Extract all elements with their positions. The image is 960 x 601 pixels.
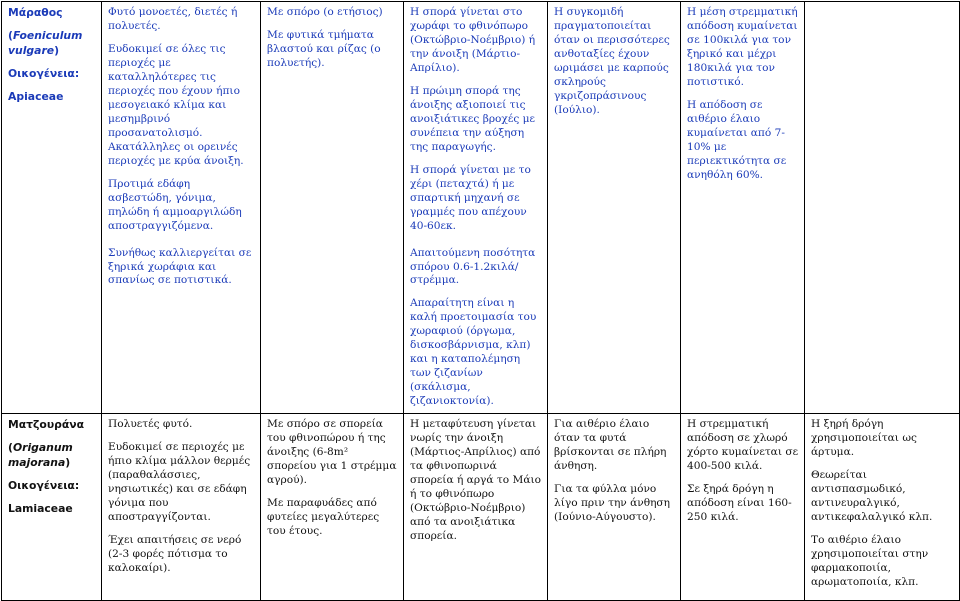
yield-cell [681,2,805,414]
yield-cell [681,414,805,601]
sowing-text: Απαιτούμενη ποσότητα σπόρου 0.6-1.2κιλά/στρέμμα. [410,246,536,287]
table-row [2,2,960,414]
table-row [2,414,960,601]
herb-cultivation-table [1,1,960,601]
sowing-text: Η σπορά γίνεται στο χωράφι το φθινόπωρο (Οκτώβριο-Νοέμβριο) ή την άνοιξη (Μάρτιο-Απρίλιο). [410,6,536,74]
plant-name-cell [2,2,102,414]
uses-text: Το αιθέριο έλαιο χρησιμοποιείται στην φαρμακοποιία, αρωματοποιία, κλπ. [811,533,929,588]
propagation-cell [261,414,404,601]
description-text: Φυτό μονοετές, διετές ή πολυετές. [108,6,238,32]
family-name: Lamiaceae [8,502,73,516]
uses-text: Η ξηρή δρόγη χρησιμοποιείται ως άρτυμα. [811,418,917,459]
yield-text: Η απόδοση σε αιθέριο έλαιο κυμαίνεται από 7-10% με περιεκτικότητα σε ανηθόλη 60%. [687,98,787,181]
harvest-cell [548,414,681,601]
description-text: Ευδοκιμεί σε περιοχές με ήπιο κλίμα μάλλον θερμές (παραθαλάσσιες, νησιωτικές) και σε εδάφη γόνιμα που αποστραγγίζονται. [108,441,251,523]
harvest-text: Η συγκομιδή πραγματοποιείται όταν οι περισσότερες ανθοταξίες έχουν ωριμάσει με καρπούς σκληρούς γκριζοπράσινους (Ιούλιο). [554,6,670,116]
harvest-text: Για τα φύλλα μόνο λίγο πριν την άνθηση (Ιούνιο-Αύγουστο). [554,483,671,523]
plant-name: Μάραθος [8,6,63,19]
uses-cell [805,414,960,601]
sowing-text: Απαραίτητη είναι η καλή προετοιμασία του χωραφιού (όργωμα, δισκοσβάρνισμα, κλπ) και η καταπολέμηση των ζιζανίων (σκάλισμα, ζιζανιοκτονία). [410,297,537,408]
sowing-text: Η πρώιμη σπορά της άνοιξης αξιοποιεί τις ανοιξιάτικες βροχές με συνέπεια την αύξηση της παραγωγής. [410,84,536,153]
description-text: Έχει απαιτήσεις σε νερό (2-3 φορές πότισμα το καλοκαίρι). [108,533,242,574]
yield-text: Σε ξηρά δρόγη η απόδοση είναι 160-250 κιλά. [687,483,792,523]
description-cell [102,2,261,414]
sowing-text: Η μεταφύτευση γίνεται νωρίς την άνοιξη (Μάρτιος-Απρίλιος) από τα φθινοπωρινά σπορεία ή αργά το Μάιο ή το φθινόπωρο (Οκτώβριο-Νοέμβριο) από τα ανοιξιάτικα σπορεία. [410,418,542,542]
plant-name: Ματζουράνα [8,418,85,432]
yield-text: Η μέση στρεμματική απόδοση κυμαίνεται σε 100κιλά για τον ξηρικό και μέχρι 180κιλά για τον ποτιστικό. [687,6,798,88]
propagation-text: Με σπόρο (ο ετήσιος) [267,6,383,18]
yield-text: Η στρεμματική απόδοση σε χλωρό χόρτο κυμαίνεται σε 400-500 κιλά. [687,418,799,473]
family-label: Οικογένεια: [8,66,80,80]
sowing-cell [404,2,548,414]
description-text: Προτιμά εδάφη ασβεστώδη, γόνιμα, πηλώδη ή αμμοαργιλώδη αποστραγγιζόμενα. [108,177,242,232]
propagation-text: Με σπόρο σε σπορεία του φθινοπώρου ή της άνοιξης (6-8m² σπορείου για 1 στρέμμα αγρού). [267,418,397,487]
plant-latin-name: (Foeniculum vulgare) [8,29,83,57]
propagation-text: Με φυτικά τμήματα βλαστού και ρίζας (ο πολυετής). [267,28,381,69]
family-label: Οικογένεια: [8,478,80,492]
sowing-text: Η σπορά γίνεται με το χέρι (πεταχτά) ή με σπαρτική μηχανή σε γραμμές που απέχουν 40-60εκ. [410,163,531,232]
propagation-cell [261,2,404,414]
sowing-cell [404,414,548,601]
propagation-text: Με παραφυάδες από φυτείες μεγαλύτερες του έτους. [267,497,380,537]
uses-text: Θεωρείται αντισπασμωδικό, αντινευραλγικό, αντικεφαλαλγικό κλπ. [811,469,933,523]
description-text: Πολυετές φυτό. [108,418,193,431]
uses-cell [805,2,960,414]
harvest-text: Για αιθέριο έλαιο όταν τα φυτά βρίσκονται σε πλήρη άνθηση. [554,418,667,473]
description-text: Συνήθως καλλιεργείται σε ξηρικά χωράφια και σπανίως σε ποτιστικά. [108,246,252,287]
plant-name-cell [2,414,102,601]
description-cell [102,414,261,601]
harvest-cell [548,2,681,414]
description-text: Ευδοκιμεί σε όλες τις περιοχές με καταλληλότερες τις περιοχές που έχουν ήπιο μεσογειακό κλίμα και μεσημβρινό προσανατολισμό. Ακατάλληλες οι ορεινές περιοχές με κρύα άνοιξη. [108,42,244,167]
plant-latin-name: (Origanum majorana) [8,441,73,469]
family-name: Apiaceae [8,90,64,103]
